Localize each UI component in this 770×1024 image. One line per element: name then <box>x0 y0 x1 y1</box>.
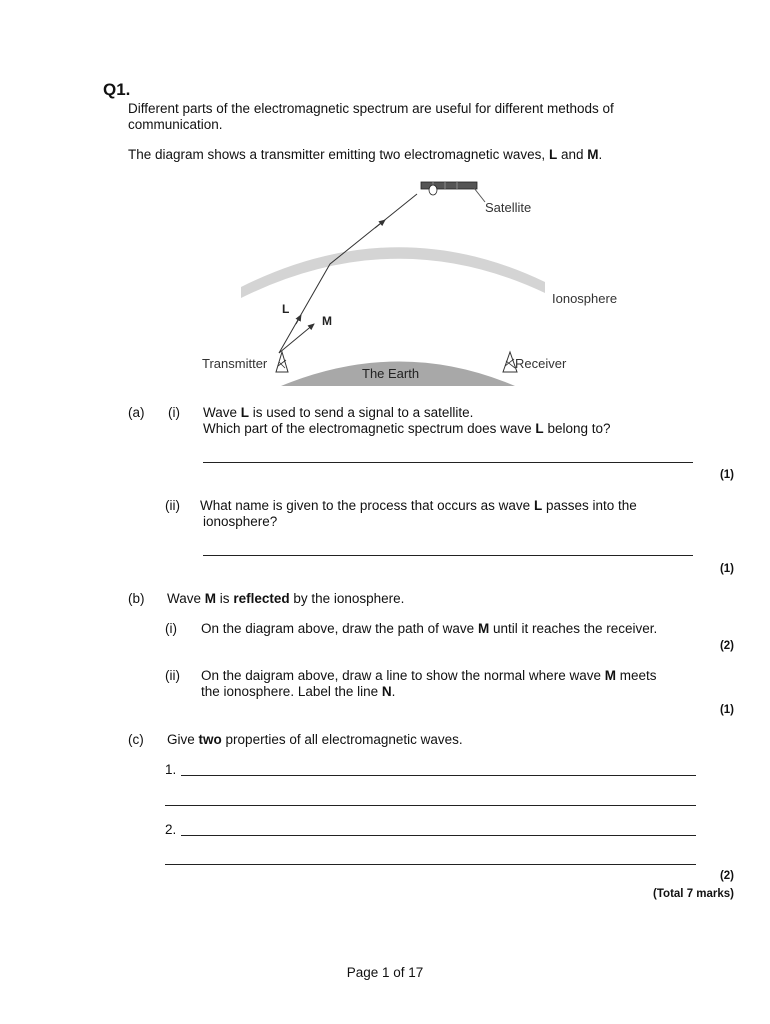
part-a-i-question <box>203 421 611 436</box>
part-a-i-text <box>203 405 473 420</box>
wave-m-label: M <box>587 147 599 162</box>
part-a-ii-post: passes into the <box>545 498 637 513</box>
part-b-i-pre: On the diagram above, draw the path of wave <box>201 621 475 636</box>
diagram-intro <box>128 147 602 162</box>
wave-m-path <box>279 324 314 353</box>
part-b-ii-pre: On the daigram above, draw a line to show the normal where wave <box>201 668 601 683</box>
part-b-intro-post: by the ionosphere. <box>293 591 405 606</box>
part-b-intro <box>167 591 404 606</box>
mark-c: (2) <box>719 870 734 882</box>
answer-line-c-2b[interactable] <box>165 864 696 865</box>
answer-line-a-ii[interactable] <box>203 555 693 556</box>
em-wave-diagram <box>195 172 635 387</box>
part-a-i-label: (i) <box>168 405 180 420</box>
transmitter-icon <box>276 352 288 372</box>
part-c-post: properties of all electromagnetic waves. <box>225 732 463 747</box>
total-marks: (Total 7 marks) <box>653 888 734 900</box>
answer-line-c-1b[interactable] <box>165 805 696 806</box>
transmitter-label: Transmitter <box>202 356 268 371</box>
part-b-ii-bold: M <box>604 668 616 683</box>
part-b-intro-bold1: M <box>204 591 217 606</box>
and-text: and <box>560 147 584 162</box>
question-number: Q1. <box>103 80 131 99</box>
wave-l-label: L <box>548 147 558 162</box>
page-number: Page 1 of 17 <box>346 965 424 980</box>
part-b-i-label: (i) <box>165 621 177 636</box>
part-c-bold: two <box>198 732 222 747</box>
part-b-i-bold: M <box>477 621 490 636</box>
part-a-ii-pre: What name is given to the process that occurs as wave <box>200 498 531 513</box>
part-a-i-q-pre: Which part of the electromagnetic spectrum does wave <box>203 421 532 436</box>
part-a-i-q-post: belong to? <box>547 421 611 436</box>
intro-line-1: Different parts of the electromagnetic spectrum are useful for different methods of <box>128 101 614 116</box>
part-b-i-post: until it reaches the receiver. <box>492 621 658 636</box>
part-b-ii-line2-bold: N <box>381 684 392 699</box>
part-b-ii-line2-post: . <box>391 684 396 699</box>
answer-line-a-i[interactable] <box>203 462 693 463</box>
part-a-i-pre: Wave <box>203 405 238 420</box>
ionosphere-band <box>241 247 545 298</box>
part-c-text <box>167 732 463 747</box>
part-c-pre: Give <box>167 732 195 747</box>
part-a-label: (a) <box>128 405 145 420</box>
part-b-ii-label: (ii) <box>165 668 180 683</box>
part-c-item-2: 2. <box>165 822 177 837</box>
part-b-i-text <box>201 621 657 636</box>
part-c-item-1: 1. <box>165 762 177 777</box>
answer-line-c-1[interactable] <box>181 775 696 776</box>
mark-a-ii: (1) <box>719 563 734 575</box>
part-a-ii-line2: ionosphere? <box>203 514 278 529</box>
part-a-ii-text <box>200 498 637 513</box>
part-b-intro-mid: is <box>219 591 230 606</box>
satellite-label: Satellite <box>485 200 532 215</box>
diagram-l-label: L <box>282 302 290 316</box>
part-a-i-post: is used to send a signal to a satellite. <box>252 405 474 420</box>
mark-b-i: (2) <box>719 640 734 652</box>
part-a-i-bold: L <box>240 405 250 420</box>
part-a-ii-label: (ii) <box>165 498 180 513</box>
part-b-ii-text <box>201 668 657 683</box>
diagram-m-label: M <box>322 314 332 328</box>
receiver-label: Receiver <box>515 356 567 371</box>
answer-line-c-2[interactable] <box>181 835 696 836</box>
earth-label: The Earth <box>362 366 420 381</box>
period: . <box>598 147 603 162</box>
mark-a-i: (1) <box>719 469 734 481</box>
intro-line-2: communication. <box>128 117 223 132</box>
part-a-ii-bold: L <box>533 498 543 513</box>
diagram-intro-text: The diagram shows a transmitter emitting two electromagnetic waves, <box>128 147 546 162</box>
part-b-label: (b) <box>128 591 145 606</box>
part-c-label: (c) <box>128 732 144 747</box>
part-a-i-q-bold: L <box>535 421 544 436</box>
part-b-ii-line2 <box>201 684 395 699</box>
part-b-intro-pre: Wave <box>167 591 202 606</box>
satellite-icon <box>421 182 485 202</box>
mark-b-ii: (1) <box>719 704 734 716</box>
part-b-ii-post: meets <box>619 668 657 683</box>
part-b-intro-bold2: reflected <box>233 591 290 606</box>
part-b-ii-line2-pre: the ionosphere. Label the line <box>201 684 379 699</box>
ionosphere-label: Ionosphere <box>552 291 618 306</box>
